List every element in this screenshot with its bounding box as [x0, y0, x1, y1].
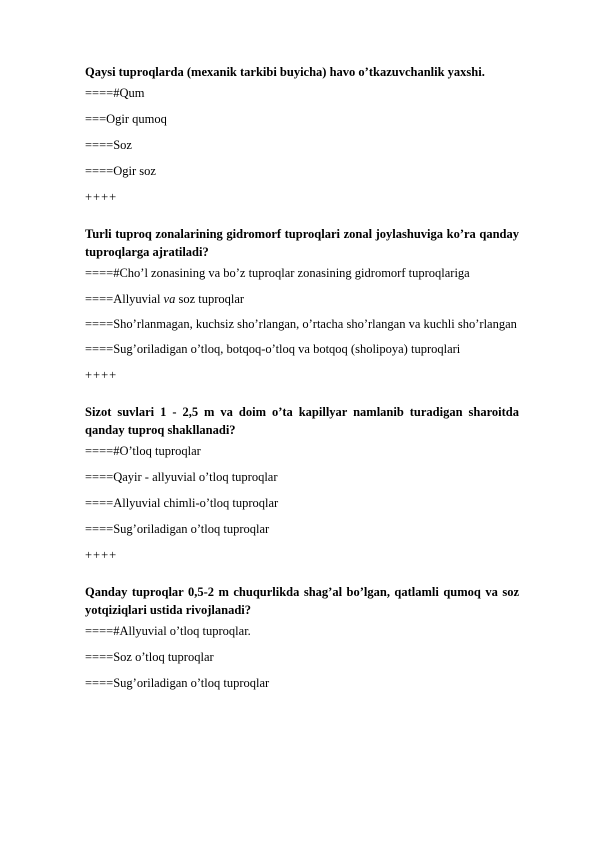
- option-text-part: soz tuproqlar: [175, 292, 245, 306]
- question-1-option-4: ====Ogir soz: [85, 164, 156, 178]
- question-2-option-2: [85, 290, 519, 309]
- question-2-text: Turli tuproq zonalarining gidromorf tuproqlari zonal joylashuviga ko’ra qanday tuproqlarga ajratiladi?: [85, 227, 519, 259]
- question-2-option-4: ====Sug’oriladigan o’tloq, botqoq-o’tloq va botqoq (sholipoya) tuproqlari: [85, 342, 461, 356]
- question-3-option-4: ====Sug’oriladigan o’tloq tuproqlar: [85, 522, 270, 536]
- question-4-option-1: ====#Allyuvial o’tloq tuproqlar.: [85, 624, 251, 638]
- question-3-option-3: ====Allyuvial chimli-o’tloq tuproqlar: [85, 496, 279, 510]
- question-3-option-1: ====#O’tloq tuproqlar: [85, 444, 201, 458]
- question-2-option-1: ====#Cho’l zonasining va bo’z tuproqlar zonasining gidromorf tuproqlariga: [85, 266, 470, 280]
- question-4-option-2: ====Soz o’tloq tuproqlar: [85, 650, 214, 664]
- option-text-part: ====Allyuvial: [85, 292, 164, 306]
- question-1-text: Qaysi tuproqlarda (mexanik tarkibi buyicha) havo o’tkazuvchanlik yaxshi.: [85, 65, 485, 79]
- question-2-separator: ++++: [85, 368, 118, 382]
- question-1-option-3: ====Soz: [85, 138, 132, 152]
- option-italic-word: va: [163, 292, 176, 306]
- question-1-separator: ++++: [85, 190, 118, 204]
- question-1-option-1: ====#Qum: [85, 86, 145, 100]
- question-4-text: Qanday tuproqlar 0,5-2 m chuqurlikda shag’al bo’lgan, qatlamli qumoq va soz yotqiziqlari ustida rivojlanadi?: [85, 585, 519, 617]
- question-3-separator: ++++: [85, 548, 118, 562]
- question-1-option-2: ===Ogir qumoq: [85, 112, 167, 126]
- question-2-option-3: ====Sho’rlanmagan, kuchsiz sho’rlangan, o’rtacha sho’rlangan va kuchli sho’rlangan: [85, 317, 517, 331]
- question-3-text: Sizot suvlari 1 - 2,5 m va doim o’ta kapillyar namlanib turadigan sharoitda qanday tuproq shakllanadi?: [85, 405, 519, 437]
- document-page: [85, 63, 519, 700]
- question-3-option-2: ====Qayir - allyuvial o’tloq tuproqlar: [85, 470, 278, 484]
- question-4-option-3: ====Sug’oriladigan o’tloq tuproqlar: [85, 676, 270, 690]
